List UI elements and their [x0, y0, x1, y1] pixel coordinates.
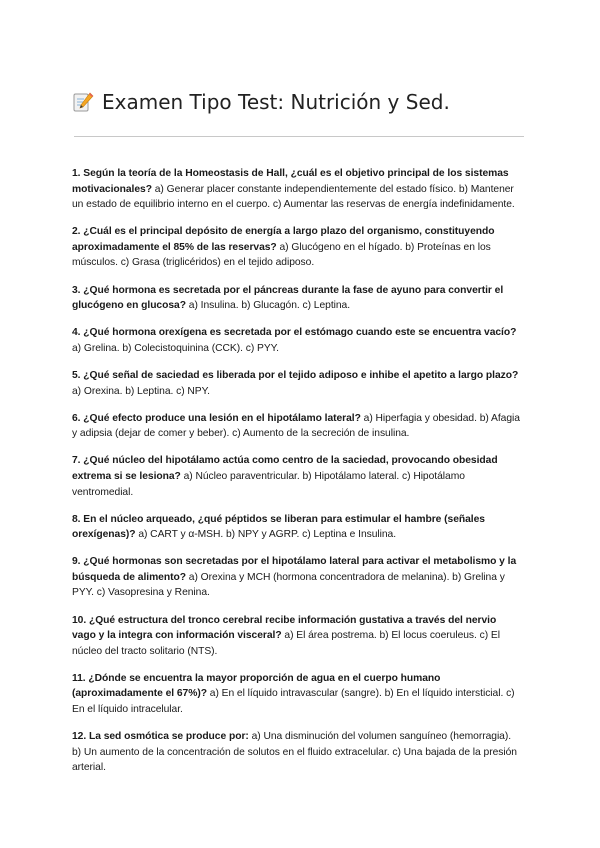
- question-prompt: 10. ¿Qué estructura del tronco cerebral recibe información gustativa a través del nervio vago y la integra con información visceral?: [72, 614, 497, 642]
- question-item: [72, 224, 522, 271]
- question-prompt: 7. ¿Qué núcleo del hipotálamo actúa como centro de la saciedad, provocando obesidad extrema si se lesiona?: [72, 455, 498, 482]
- question-item: [72, 671, 522, 718]
- question-prompt: 11. ¿Dónde se encuentra la mayor proporción de agua en el cuerpo humano (aproximadamente el 67%)?: [72, 672, 441, 700]
- question-options: a) Hiperfagia y obesidad. b) Afagia y adipsia (dejar de comer y beber). c) Aumento de la secreción de insulina.: [72, 412, 520, 440]
- question-item: [72, 453, 522, 500]
- question-item: [72, 166, 522, 213]
- question-prompt: 2. ¿Cuál es el principal depósito de energía a largo plazo del organismo, constituyendo aproximadamente el 85% de las reservas?: [72, 226, 495, 253]
- question-item: [72, 512, 522, 543]
- question-options: a) Orexina y MCH (hormona concentradora de melanina). b) Grelina y PYY. c) Vasopresina y Renina.: [72, 571, 505, 599]
- question-prompt: 8. En el núcleo arqueado, ¿qué péptidos se liberan para estimular el hambre (señales orexígenas)?: [72, 513, 485, 541]
- question-prompt: 1. Según la teoría de la Homeostasis de Hall, ¿cuál es el objetivo principal de los sistemas motivacionales?: [72, 168, 509, 195]
- document-title: [72, 88, 522, 116]
- question-item: [72, 283, 522, 314]
- question-options: a) El área postrema. b) El locus coeruleus. c) El núcleo del tracto solitario (NTS).: [72, 630, 500, 657]
- document-title-text: Examen Tipo Test: Nutrición y Sed.: [102, 90, 450, 114]
- question-item: [72, 729, 522, 776]
- question-list: [72, 166, 522, 776]
- question-prompt: 4. ¿Qué hormona orexígena es secretada por el estómago cuando este se encuentra vacío?: [72, 327, 517, 339]
- question-prompt: 9. ¿Qué hormonas son secretadas por el hipotálamo lateral para activar el metabolismo y la búsqueda de alimento?: [72, 556, 517, 583]
- question-item: [72, 411, 522, 442]
- question-options: a) Generar placer constante independientemente del estado físico. b) Mantener un estado de equilibrio interno en el cuerpo. c) Aumentar las reservas de energía indefinidamente.: [72, 183, 515, 211]
- question-options: a) Insulina. b) Glucagón. c) Leptina.: [188, 300, 351, 312]
- question-options: a) CART y α-MSH. b) NPY y AGRP. c) Leptina e Insulina.: [138, 529, 397, 541]
- question-item: [72, 613, 522, 660]
- question-item: [72, 554, 522, 601]
- question-prompt: 5. ¿Qué señal de saciedad es liberada por el tejido adiposo e inhibe el apetito a largo plazo?: [72, 369, 519, 381]
- question-options: a) Grelina. b) Colecistoquinina (CCK). c) PYY.: [72, 342, 279, 354]
- question-options: a) Núcleo paraventricular. b) Hipotálamo lateral. c) Hipotálamo ventromedial.: [72, 470, 465, 498]
- question-options: a) Glucógeno en el hígado. b) Proteínas en los músculos. c) Grasa (triglicéridos) en el tejido adiposo.: [72, 241, 491, 269]
- question-prompt: 3. ¿Qué hormona es secretada por el páncreas durante la fase de ayuno para convertir el glucógeno en glucosa?: [72, 284, 504, 312]
- question-item: [72, 368, 522, 399]
- memo-icon: [72, 91, 94, 113]
- question-options: a) Una disminución del volumen sanguíneo (hemorragia). b) Un aumento de la concentración de solutos en el fluido extracelular. c) Una bajada de la presión arterial.: [72, 731, 517, 774]
- title-divider: [74, 136, 524, 137]
- question-prompt: 6. ¿Qué efecto produce una lesión en el hipotálamo lateral?: [72, 412, 361, 424]
- question-options: a) En el líquido intravascular (sangre). b) En el líquido intersticial. c) En el líquido intracelular.: [72, 688, 515, 716]
- question-options: a) Orexina. b) Leptina. c) NPY.: [72, 385, 210, 397]
- question-item: [72, 325, 522, 356]
- question-prompt: 12. La sed osmótica se produce por:: [72, 731, 249, 743]
